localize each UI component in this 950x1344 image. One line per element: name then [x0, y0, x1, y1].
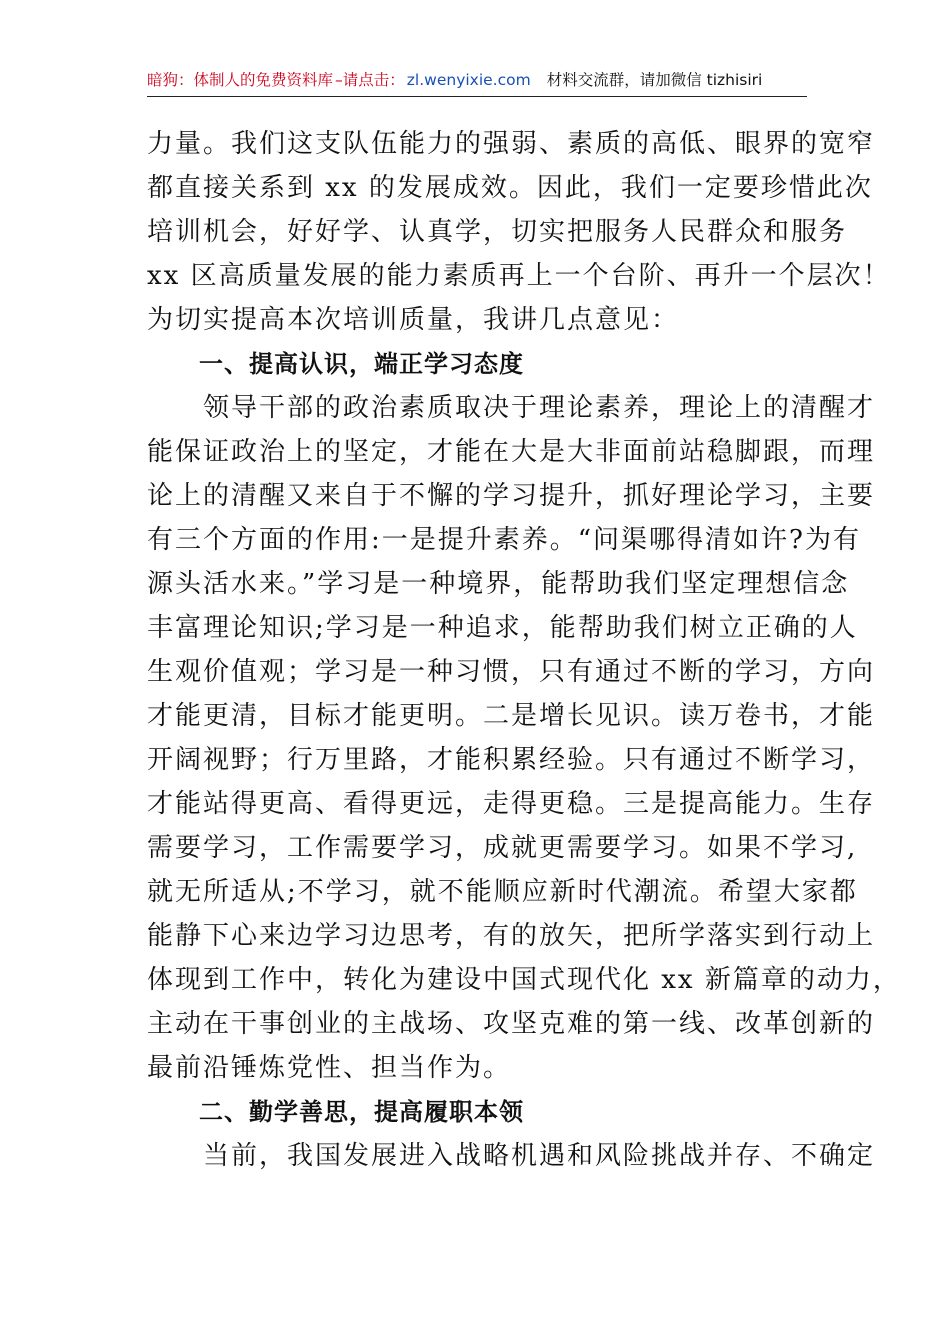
header-click-prompt: –请点击： — [335, 71, 405, 89]
text-line: 有三个方面的作用:一是提升素养。“问渠哪得清如许?为有 — [147, 525, 861, 555]
text-line: 需要学习，工作需要学习，成就更需要学习。如果不学习, — [147, 833, 858, 863]
header-wechat-note: 材料交流群，请加微信 tizhisiri — [546, 71, 763, 89]
header-site-name: 暗狗：体制人的免费资料库 — [147, 71, 334, 89]
section-heading-2: 二、勤学善思，提高履职本领 — [199, 1098, 524, 1126]
text-line: 生观价值观；学习是一种习惯，只有通过不断的学习，方向 — [147, 657, 876, 687]
text-line: 体现到工作中，转化为建设中国式现代化 xx 新篇章的动力， — [147, 965, 901, 995]
section-heading-1: 一、提高认识，端正学习态度 — [199, 350, 524, 378]
text-line: 源头活水来。”学习是一种境界，能帮助我们坚定理想信念 — [147, 569, 850, 599]
text-line: 论上的清醒又来自于不懈的学习提升，抓好理论学习，主要 — [147, 481, 876, 511]
text-line: 最前沿锤炼党性、担当作为。 — [147, 1053, 512, 1083]
text-line: 能静下心来边学习边思考，有的放矢，把所学落实到行动上 — [147, 921, 876, 951]
paragraph-start: 领导干部的政治素质取决于理论素养，理论上的清醒才 — [203, 393, 876, 423]
text-line: 就无所适从;不学习，就不能顺应新时代潮流。希望大家都 — [147, 877, 858, 907]
text-line: 为切实提高本次培训质量，我讲几点意见： — [147, 305, 680, 335]
text-line: 主动在干事创业的主战场、攻坚克难的第一线、改革创新的 — [147, 1009, 876, 1039]
text-line: 培训机会，好好学、认真学，切实把服务人民群众和服务 — [147, 217, 848, 247]
text-line: 都直接关系到 xx 的发展成效。因此，我们一定要珍惜此次 — [147, 173, 873, 203]
text-line: 才能更清，目标才能更明。二是增长见识。读万卷书，才能 — [147, 701, 876, 731]
text-line: 开阔视野；行万里路，才能积累经验。只有通过不断学习， — [147, 745, 876, 775]
text-line: 才能站得更高、看得更远，走得更稳。三是提高能力。生存 — [147, 789, 876, 819]
text-line: 能保证政治上的坚定，才能在大是大非面前站稳脚跟，而理 — [147, 437, 876, 467]
text-line: 力量。我们这支队伍能力的强弱、素质的高低、眼界的宽窄 — [147, 129, 876, 159]
text-line: xx 区高质量发展的能力素质再上一个台阶、再升一个层次！ — [147, 261, 891, 291]
text-line: 丰富理论知识;学习是一种追求，能帮助我们树立正确的人 — [147, 613, 858, 643]
document-body — [147, 122, 901, 1178]
paragraph-start: 当前，我国发展进入战略机遇和风险挑战并存、不确定 — [203, 1141, 876, 1171]
header-url-link[interactable]: zl.wenyixie.com — [406, 71, 531, 89]
page-header — [147, 64, 807, 97]
